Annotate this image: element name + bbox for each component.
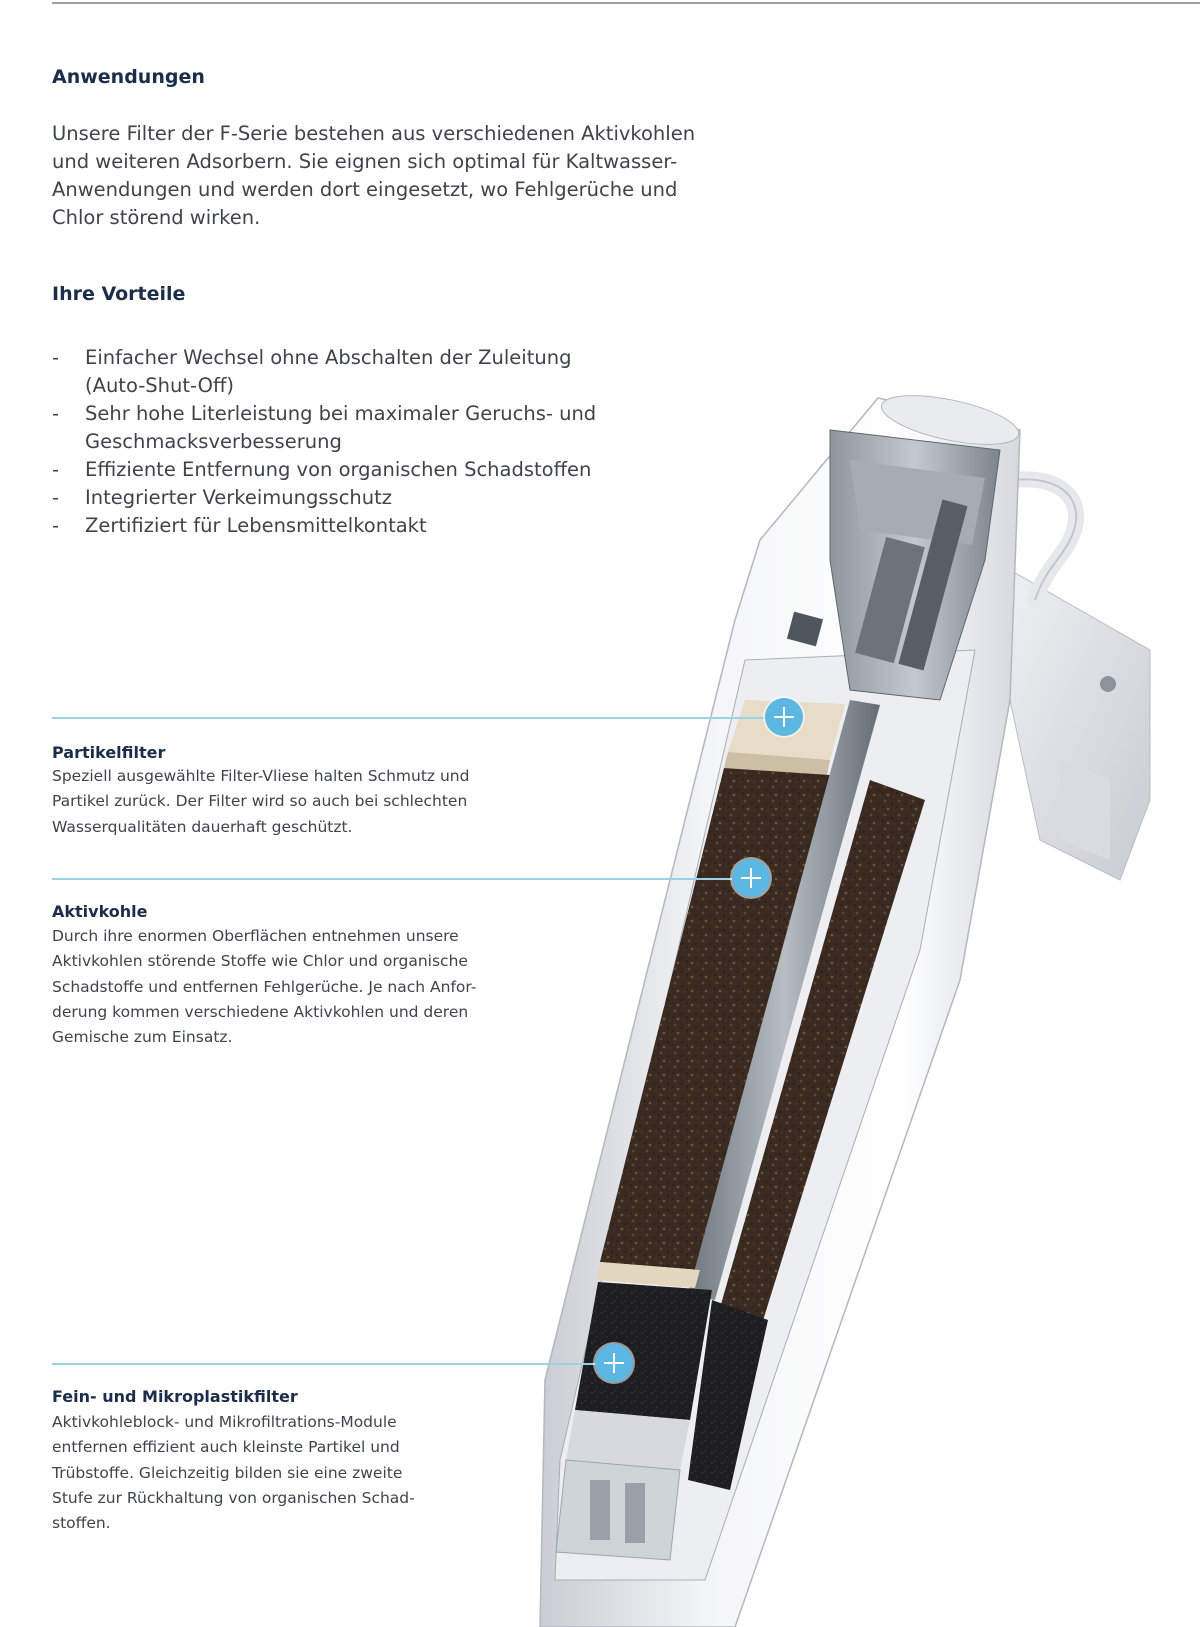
plus-icon[interactable] [732, 859, 770, 897]
particle-filter-text [52, 764, 552, 840]
callout-line-particle-filter [52, 717, 764, 719]
callout-line: entfernen effizient auch kleinste Partikel und [52, 1438, 400, 1457]
applications-heading: Anwendungen [52, 66, 205, 88]
benefit-line: Einfacher Wechsel ohne Abschalten der Zuleitung [85, 346, 572, 369]
applications-line: Anwendungen und werden dort eingesetzt, wo Fehlgerüche und [52, 178, 678, 201]
microplastic-filter-text [52, 1410, 552, 1536]
callout-line-microplastic-filter [52, 1363, 597, 1365]
activated-carbon-title: Aktivkohle [52, 902, 148, 921]
callout-line: Durch ihre enormen Oberflächen entnehmen unsere [52, 927, 459, 945]
applications-line: Unsere Filter der F-Serie bestehen aus verschiedenen Aktivkohlen [52, 122, 696, 145]
microplastic-filter-title: Fein- und Mikroplastikfilter [52, 1387, 298, 1406]
callout-line: Aktivkohlen störende Stoffe wie Chlor und organische [52, 952, 468, 971]
bullet-dash: - [52, 486, 60, 509]
benefit-line: Geschmacksverbesserung [85, 430, 342, 453]
plus-icon[interactable] [765, 698, 803, 736]
callout-line: Aktivkohleblock- und Mikrofiltrations-Module [52, 1413, 397, 1431]
applications-line: Chlor störend wirken. [52, 206, 261, 229]
benefit-line: Integrierter Verkeimungsschutz [85, 486, 393, 509]
callout-line-activated-carbon [52, 878, 732, 880]
callout-line: derung kommen verschiedene Aktivkohlen und deren [52, 1002, 469, 1021]
activated-carbon-text [52, 924, 552, 1050]
bullet-dash: - [52, 458, 60, 481]
benefits-heading: Ihre Vorteile [52, 283, 186, 305]
callout-line: stoffen. [52, 1514, 111, 1533]
benefit-line: (Auto-Shut-Off) [85, 374, 234, 397]
bullet-dash: - [52, 346, 60, 369]
plus-icon[interactable] [595, 1344, 633, 1382]
benefit-line: Sehr hohe Literleistung bei maximaler Geruchs- und [85, 402, 597, 425]
callout-line: Trübstoffe. Gleichzeitig bilden sie eine zweite [52, 1463, 403, 1482]
callout-line: Schadstoffe und entfernen Fehlgerüche. Je nach Anfor- [52, 977, 477, 996]
callout-line: Stufe zur Rückhaltung von organischen Schad- [52, 1488, 415, 1507]
callout-line: Wasserqualitäten dauerhaft geschützt. [52, 817, 353, 836]
bullet-dash: - [52, 402, 60, 425]
benefit-line: Zertifiziert für Lebensmittelkontakt [85, 514, 427, 537]
applications-line: und weiteren Adsorbern. Sie eignen sich optimal für Kaltwasser- [52, 150, 678, 173]
benefit-line: Effiziente Entfernung von organischen Schadstoffen [85, 458, 592, 481]
bullet-dash: - [52, 514, 60, 537]
callout-line: Gemische zum Einsatz. [52, 1028, 233, 1047]
callout-line: Partikel zurück. Der Filter wird so auch bei schlechten [52, 792, 468, 811]
callout-line: Speziell ausgewählte Filter-Vliese halten Schmutz und [52, 767, 470, 785]
particle-filter-title: Partikelfilter [52, 743, 166, 762]
